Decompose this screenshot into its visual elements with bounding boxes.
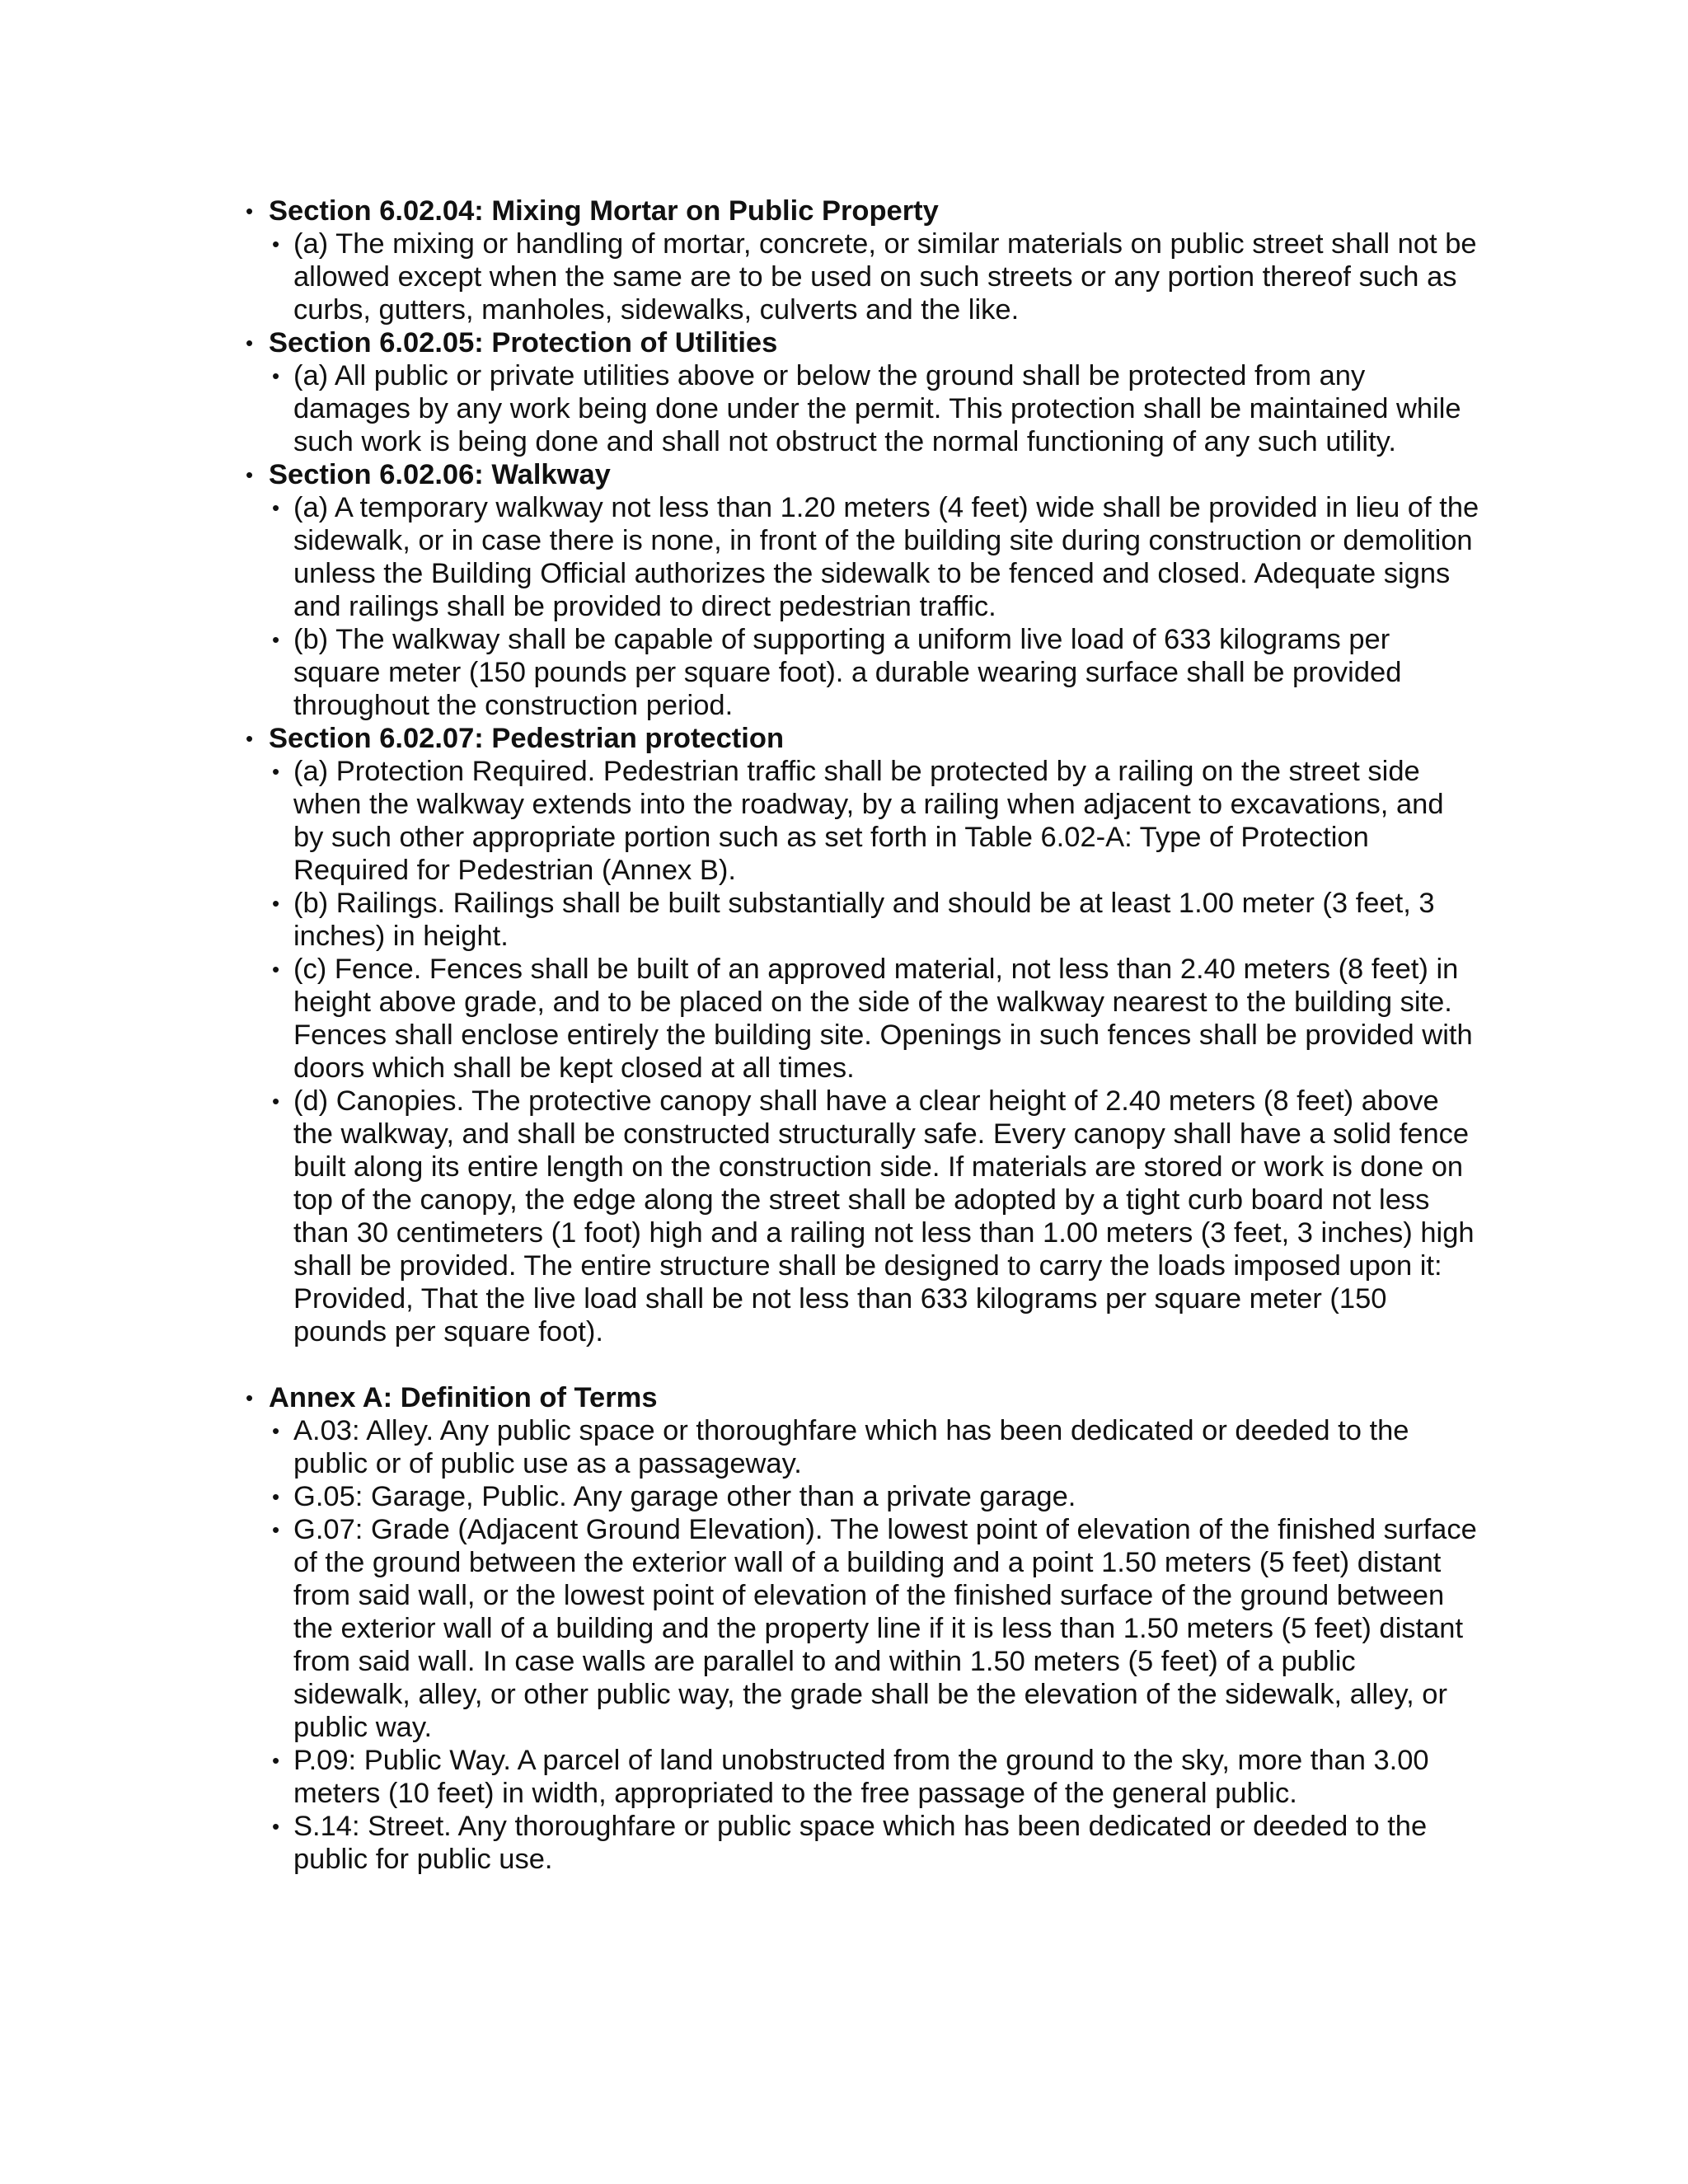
section-title: • Section 6.02.06: Walkway — [269, 459, 611, 490]
annex-a — [244, 1381, 1480, 1876]
list-item: • (a) The mixing or handling of mortar, concrete, or similar materials on public street shall not be allowed except when the same are to be used on such streets or any portion thereof such as curbs, gutters, manholes, sidewalks, culverts and the like. — [269, 227, 1480, 326]
list-item: • (b) Railings. Railings shall be built substantially and should be at least 1.00 meter (3 feet, 3 inches) in height. — [269, 887, 1480, 953]
annex-list — [244, 1381, 1480, 1876]
list-item: • (a) Protection Required. Pedestrian traffic shall be protected by a railing on the street side when the walkway extends into the roadway, by a railing when adjacent to excavations, and by such other appropriate portion such as set forth in Table 6.02-A: Type of Protection Required for Pedestrian (Annex B). — [269, 755, 1480, 887]
list-item: • G.07: Grade (Adjacent Ground Elevation). The lowest point of elevation of the finished surface of the ground between the exterior wall of a building and a point 1.50 meters (5 feet) distant from said wall, or the lowest point of elevation of the finished surface of the ground between the exterior wall of a building and the property line if it is less than 1.50 meters (5 feet) distant from said wall. In case walls are parallel to and within 1.50 meters (5 feet) of a public sidewalk, alley, or other public way, the grade shall be the elevation of the sidewalk, alley, or public way. — [269, 1513, 1480, 1744]
section-items — [269, 359, 1480, 458]
list-item: • A.03: Alley. Any public space or thoroughfare which has been dedicated or deeded to the public or of public use as a passageway. — [269, 1414, 1480, 1480]
section-items — [269, 1414, 1480, 1876]
list-item: • (b) The walkway shall be capable of supporting a uniform live load of 633 kilograms per square meter (150 pounds per square foot). a durable wearing surface shall be provided throughout the construction period. — [269, 623, 1480, 722]
list-item: • G.05: Garage, Public. Any garage other than a private garage. — [269, 1480, 1480, 1513]
section-6-02-04 — [244, 194, 1480, 326]
section-6-02-07 — [244, 722, 1480, 1348]
section-spacer — [244, 1348, 1480, 1381]
section-title: • Section 6.02.07: Pedestrian protection — [269, 723, 785, 754]
list-item: • S.14: Street. Any thoroughfare or public space which has been dedicated or deeded to the public for public use. — [269, 1810, 1480, 1876]
section-title: • Section 6.02.04: Mixing Mortar on Public Property — [269, 195, 939, 227]
list-item: • (d) Canopies. The protective canopy shall have a clear height of 2.40 meters (8 feet) above the walkway, and shall be constructed structurally safe. Every canopy shall have a solid fence built along its entire length on the construction side. If materials are stored or work is done on top of the canopy, the edge along the street shall be adopted by a tight curb board not less than 30 centimeters (1 foot) high and a railing not less than 1.00 meters (3 feet, 3 inches) high shall be provided. The entire structure shall be designed to carry the loads imposed upon it: Provided, That the live load shall be not less than 633 kilograms per square meter (150 pounds per square foot). — [269, 1085, 1480, 1348]
list-item: • (a) All public or private utilities above or below the ground shall be protected from any damages by any work being done under the permit. This protection shall be maintained while such work is being done and shall not obstruct the normal functioning of any such utility. — [269, 359, 1480, 458]
section-title: • Section 6.02.05: Protection of Utilities — [269, 327, 778, 359]
list-item: • (c) Fence. Fences shall be built of an approved material, not less than 2.40 meters (8 feet) in height above grade, and to be placed on the side of the walkway nearest to the building site. Fences shall enclose entirely the building site. Openings in such fences shall be provided with doors which shall be kept closed at all times. — [269, 953, 1480, 1085]
list-item: • P.09: Public Way. A parcel of land unobstructed from the ground to the sky, more than 3.00 meters (10 feet) in width, appropriated to the free passage of the general public. — [269, 1744, 1480, 1810]
section-items — [269, 755, 1480, 1348]
section-title: • Annex A: Definition of Terms — [269, 1382, 658, 1413]
section-items — [269, 491, 1480, 722]
section-items — [269, 227, 1480, 326]
section-6-02-05 — [244, 326, 1480, 458]
section-6-02-06 — [244, 458, 1480, 722]
section-list — [244, 194, 1480, 1348]
document-body — [244, 194, 1480, 1876]
list-item: • (a) A temporary walkway not less than 1.20 meters (4 feet) wide shall be provided in lieu of the sidewalk, or in case there is none, in front of the building site during construction or demolition unless the Building Official authorizes the sidewalk to be fenced and closed. Adequate signs and railings shall be provided to direct pedestrian traffic. — [269, 491, 1480, 623]
